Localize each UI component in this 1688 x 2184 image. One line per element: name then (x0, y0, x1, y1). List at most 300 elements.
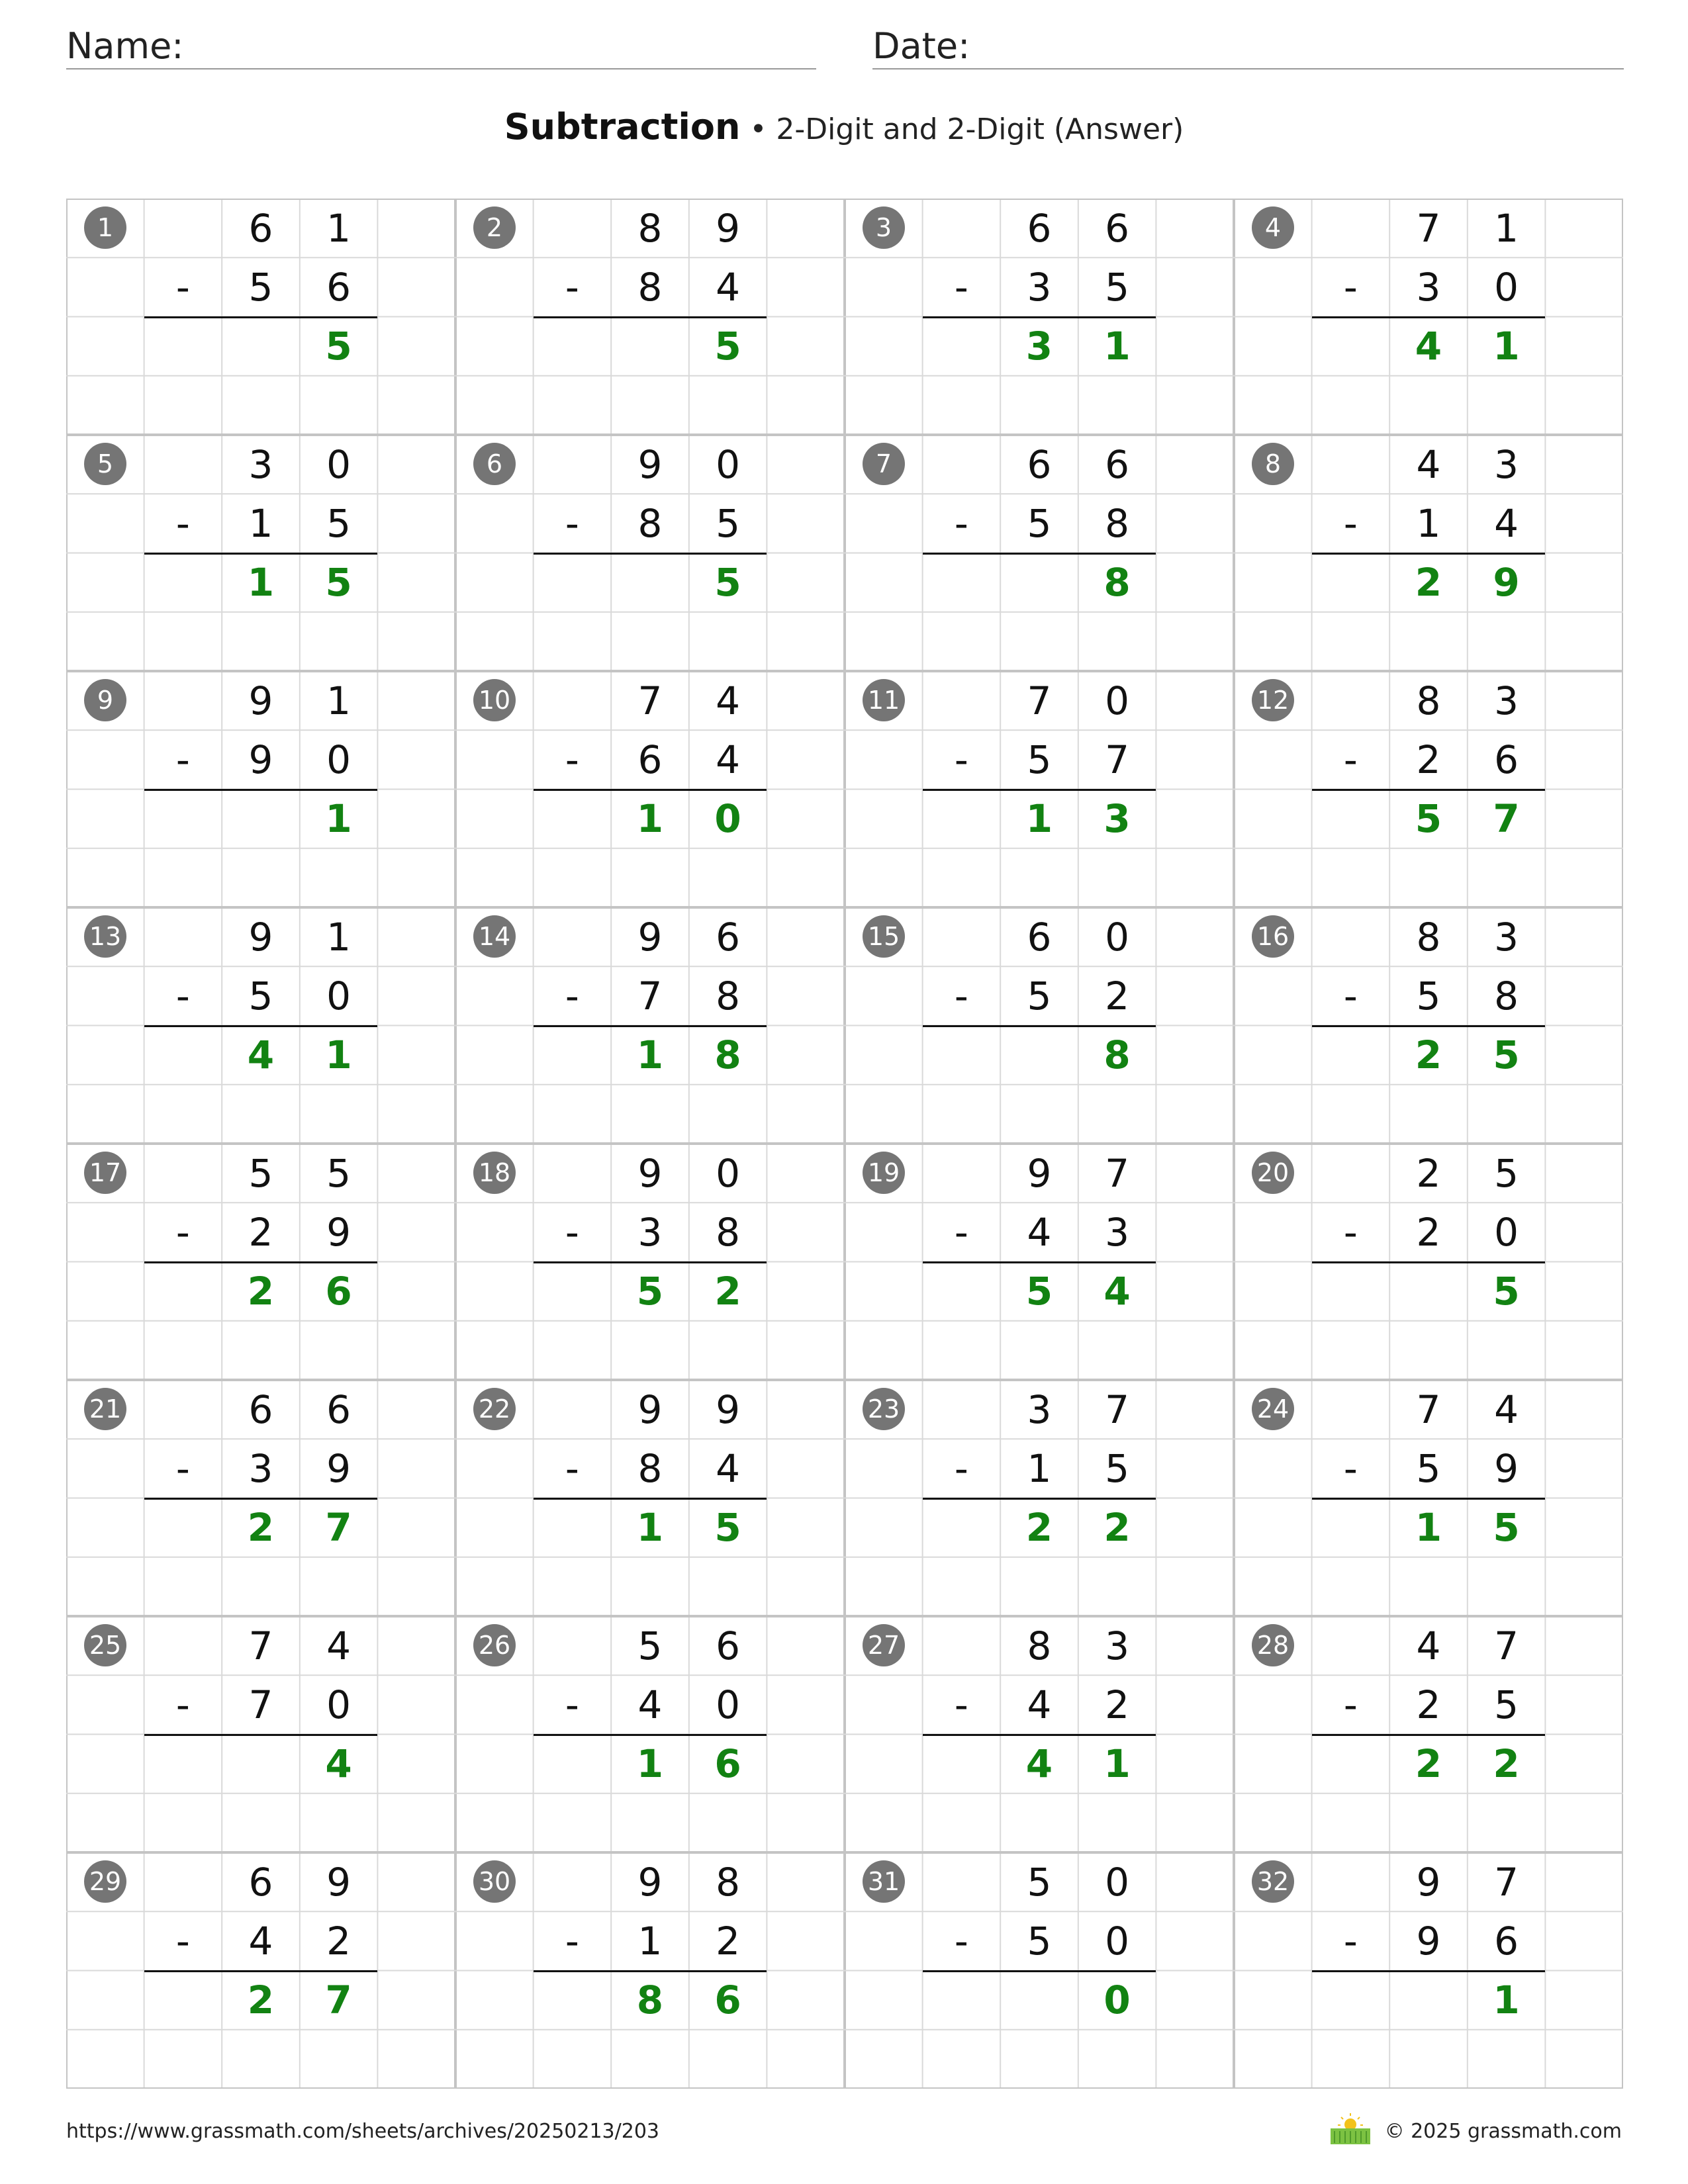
answer-ones-cell (300, 1735, 378, 1794)
problem-number-badge: 28 (1252, 1624, 1294, 1666)
answer-tens: 4 (247, 1032, 275, 1078)
minus-sign: - (1343, 1445, 1358, 1491)
subtrahend-tens: 5 (1027, 1918, 1052, 1964)
subtrahend-ones: 0 (1105, 1918, 1130, 1964)
answer-ones-cell (689, 317, 767, 376)
answer-rule-line (144, 1025, 378, 1027)
answer-rule-line (534, 1498, 767, 1500)
minuend-tens: 7 (1027, 678, 1052, 723)
answer-tens: 1 (247, 560, 275, 606)
minuend-tens: 9 (637, 914, 663, 960)
minus-sign-cell (534, 1911, 612, 1970)
answer-tens: 2 (247, 1978, 275, 2023)
answer-tens: 1 (636, 796, 664, 842)
answer-rule-line (144, 1734, 378, 1736)
problem-number-badge: 12 (1252, 679, 1294, 721)
minuend-tens-cell (611, 1852, 689, 1911)
answer-tens: 5 (1025, 1269, 1053, 1314)
minus-sign-cell (534, 1203, 612, 1261)
subtrahend-tens-cell (611, 1203, 689, 1261)
minuend-tens: 8 (1416, 678, 1441, 723)
subtrahend-ones-cell (1078, 730, 1156, 789)
worksheet-title (0, 106, 1688, 148)
subtrahend-ones: 0 (1494, 1209, 1519, 1255)
minuend-ones-cell (300, 1852, 378, 1911)
answer-ones: 1 (1103, 1741, 1131, 1787)
minuend-tens: 5 (248, 1150, 273, 1196)
answer-ones: 5 (1493, 1505, 1520, 1551)
answer-tens-cell (222, 1026, 300, 1085)
subtrahend-ones: 0 (1494, 264, 1519, 310)
minuend-ones: 6 (1105, 205, 1130, 251)
answer-tens-cell (1389, 553, 1468, 612)
answer-ones-cell (1468, 1026, 1546, 1085)
answer-tens-cell (1000, 1735, 1078, 1794)
answer-tens-cell (1000, 1971, 1078, 2030)
subtrahend-tens-cell (222, 494, 300, 553)
subtrahend-ones-cell (1468, 257, 1546, 316)
problem-number-badge: 23 (863, 1388, 905, 1430)
answer-tens: 8 (636, 1978, 664, 2023)
minus-sign: - (954, 1918, 968, 1964)
minuend-tens-cell (222, 435, 300, 494)
minus-sign-cell (923, 494, 1001, 553)
subtrahend-ones: 5 (1105, 1445, 1130, 1491)
subtrahend-tens: 5 (1027, 500, 1052, 546)
minus-sign-cell (144, 1911, 222, 1970)
subtrahend-ones: 8 (716, 973, 741, 1019)
minus-sign-cell (923, 966, 1001, 1025)
problem-number-badge: 11 (863, 679, 905, 721)
answer-ones: 6 (714, 1741, 741, 1787)
problem-number-badge: 18 (473, 1152, 516, 1194)
minuend-ones: 6 (326, 1387, 352, 1432)
answer-ones-cell (300, 553, 378, 612)
minuend-tens-cell (222, 671, 300, 730)
minuend-ones: 4 (716, 678, 741, 723)
minuend-ones-cell (1468, 1852, 1546, 1911)
answer-tens-cell (1389, 790, 1468, 848)
answer-tens: 2 (1415, 1032, 1442, 1078)
minuend-ones: 1 (326, 914, 352, 960)
answer-tens-cell (1000, 790, 1078, 848)
problem-number-badge: 2 (473, 206, 516, 249)
answer-tens-cell (1389, 1735, 1468, 1794)
subtrahend-tens: 8 (637, 264, 663, 310)
answer-ones-cell (1468, 1498, 1546, 1557)
subtrahend-ones: 7 (1105, 737, 1130, 782)
answer-rule-line (923, 1025, 1156, 1027)
minuend-tens-cell (1000, 1852, 1078, 1911)
answer-tens-cell (222, 317, 300, 376)
minuend-ones: 8 (716, 1859, 741, 1905)
minuend-tens: 8 (637, 205, 663, 251)
minuend-ones-cell (1468, 435, 1546, 494)
subtrahend-ones-cell (689, 1203, 767, 1261)
answer-ones: 1 (325, 796, 352, 842)
minuend-ones: 6 (716, 1623, 741, 1668)
minuend-ones: 5 (326, 1150, 352, 1196)
minuend-tens-cell (222, 199, 300, 257)
subtrahend-tens-cell (611, 1911, 689, 1970)
answer-tens: 1 (1415, 1505, 1442, 1551)
answer-ones: 2 (1103, 1505, 1131, 1551)
subtrahend-ones-cell (1468, 730, 1546, 789)
minus-sign-cell (144, 257, 222, 316)
minuend-tens-cell (1389, 199, 1468, 257)
subtrahend-tens: 5 (1416, 1445, 1441, 1491)
subtrahend-tens-cell (1389, 1203, 1468, 1261)
minuend-ones-cell (689, 1144, 767, 1203)
subtrahend-tens-cell (611, 494, 689, 553)
subtrahend-ones-cell (1078, 494, 1156, 553)
answer-ones: 1 (325, 1032, 352, 1078)
problem-number-badge: 10 (473, 679, 516, 721)
answer-ones: 5 (325, 324, 352, 369)
minus-sign-cell (144, 1203, 222, 1261)
minuend-ones: 0 (716, 441, 741, 487)
subtrahend-ones: 2 (716, 1918, 741, 1964)
minuend-ones-cell (300, 1616, 378, 1675)
minuend-ones: 0 (1105, 1859, 1130, 1905)
minus-sign-cell (1312, 966, 1390, 1025)
answer-tens-cell (222, 790, 300, 848)
subtrahend-ones-cell (300, 966, 378, 1025)
answer-ones: 8 (1103, 560, 1131, 606)
answer-ones: 5 (1493, 1032, 1520, 1078)
minus-sign-cell (1312, 730, 1390, 789)
minuend-ones: 9 (326, 1859, 352, 1905)
answer-rule-line (144, 553, 378, 555)
problem-number-badge: 29 (84, 1860, 126, 1903)
answer-rule-line (1312, 1734, 1546, 1736)
minus-sign: - (954, 500, 968, 546)
subtrahend-tens: 1 (248, 500, 273, 546)
subtrahend-tens: 8 (637, 500, 663, 546)
minus-sign: - (954, 1445, 968, 1491)
minuend-ones-cell (1468, 1380, 1546, 1439)
answer-rule-line (534, 553, 767, 555)
subtrahend-tens-cell (1389, 257, 1468, 316)
minuend-tens-cell (1000, 907, 1078, 966)
subtrahend-ones: 0 (716, 1682, 741, 1727)
date-label: Date: (872, 25, 970, 67)
minuend-tens: 6 (248, 1859, 273, 1905)
minuend-ones: 7 (1494, 1859, 1519, 1905)
minuend-tens: 7 (1416, 1387, 1441, 1432)
subtrahend-tens-cell (1389, 1911, 1468, 1970)
answer-ones-cell (1468, 790, 1546, 848)
minus-sign: - (1343, 1682, 1358, 1727)
minus-sign-cell (923, 1203, 1001, 1261)
subtrahend-ones-cell (1468, 1439, 1546, 1498)
subtrahend-tens: 5 (248, 264, 273, 310)
subtrahend-tens: 7 (248, 1682, 273, 1727)
subtrahend-tens-cell (1389, 730, 1468, 789)
subtrahend-tens-cell (1389, 1675, 1468, 1734)
subtrahend-ones-cell (300, 1675, 378, 1734)
minuend-tens: 8 (1027, 1623, 1052, 1668)
problem-number-badge: 32 (1252, 1860, 1294, 1903)
minus-sign-cell (923, 1439, 1001, 1498)
subtrahend-ones: 5 (1105, 264, 1130, 310)
minuend-tens: 5 (1027, 1859, 1052, 1905)
minus-sign-cell (144, 1439, 222, 1498)
answer-tens-cell (1000, 317, 1078, 376)
problem-number-badge: 6 (473, 443, 516, 485)
subtrahend-ones: 3 (1105, 1209, 1130, 1255)
subtrahend-ones: 0 (326, 737, 352, 782)
subtrahend-ones: 2 (326, 1918, 352, 1964)
answer-ones-cell (300, 1971, 378, 2030)
answer-tens-cell (222, 553, 300, 612)
subtrahend-tens-cell (611, 730, 689, 789)
subtrahend-tens: 6 (637, 737, 663, 782)
subtrahend-ones-cell (1078, 1203, 1156, 1261)
subtrahend-ones-cell (1078, 1675, 1156, 1734)
subtrahend-ones: 0 (326, 973, 352, 1019)
subtrahend-ones-cell (1468, 1675, 1546, 1734)
answer-tens-cell (222, 1262, 300, 1321)
answer-ones: 7 (325, 1978, 352, 2023)
minus-sign-cell (534, 1439, 612, 1498)
subtrahend-ones-cell (1078, 257, 1156, 316)
minuend-tens: 3 (1027, 1387, 1052, 1432)
answer-tens-cell (1000, 1262, 1078, 1321)
answer-tens-cell (611, 1026, 689, 1085)
subtrahend-ones-cell (689, 257, 767, 316)
minuend-ones: 4 (326, 1623, 352, 1668)
answer-rule-line (923, 789, 1156, 791)
answer-rule-line (534, 316, 767, 318)
minuend-ones: 7 (1105, 1387, 1130, 1432)
answer-ones: 8 (714, 1032, 741, 1078)
minus-sign-cell (923, 257, 1001, 316)
answer-ones-cell (300, 1498, 378, 1557)
minus-sign: - (175, 1445, 190, 1491)
minus-sign: - (175, 500, 190, 546)
minus-sign: - (1343, 264, 1358, 310)
subtrahend-tens-cell (1000, 1203, 1078, 1261)
minus-sign-cell (923, 1675, 1001, 1734)
problem-number-badge: 19 (863, 1152, 905, 1194)
answer-ones-cell (1468, 1735, 1546, 1794)
minuend-ones-cell (300, 1380, 378, 1439)
minuend-ones-cell (689, 671, 767, 730)
subtrahend-tens-cell (1000, 730, 1078, 789)
minuend-ones: 7 (1105, 1150, 1130, 1196)
answer-rule-line (923, 1498, 1156, 1500)
answer-tens-cell (611, 317, 689, 376)
subtrahend-ones-cell (689, 730, 767, 789)
minuend-tens-cell (1389, 907, 1468, 966)
answer-tens-cell (222, 1498, 300, 1557)
minuend-tens: 6 (248, 205, 273, 251)
answer-rule-line (1312, 1970, 1546, 1972)
minuend-tens-cell (1000, 199, 1078, 257)
minuend-ones: 0 (1105, 914, 1130, 960)
answer-ones: 7 (325, 1505, 352, 1551)
subtrahend-ones-cell (300, 1911, 378, 1970)
minuend-tens: 7 (637, 678, 663, 723)
answer-rule-line (534, 1261, 767, 1263)
problem-number-badge: 15 (863, 915, 905, 958)
minuend-ones-cell (1078, 1852, 1156, 1911)
minus-sign: - (565, 737, 579, 782)
answer-ones: 4 (1103, 1269, 1131, 1314)
answer-tens: 5 (636, 1269, 664, 1314)
subtrahend-ones: 5 (716, 500, 741, 546)
answer-ones-cell (689, 1971, 767, 2030)
subtrahend-ones-cell (300, 730, 378, 789)
answer-tens: 4 (1025, 1741, 1053, 1787)
answer-ones: 9 (1493, 560, 1520, 606)
answer-tens-cell (1000, 553, 1078, 612)
subtrahend-tens: 2 (1416, 737, 1441, 782)
minus-sign-cell (1312, 257, 1390, 316)
minus-sign-cell (144, 730, 222, 789)
footer-url: https://www.grassmath.com/sheets/archives/20250213/203 (66, 2120, 660, 2143)
minus-sign: - (1343, 1209, 1358, 1255)
subtrahend-tens: 9 (248, 737, 273, 782)
subtrahend-ones-cell (1468, 1203, 1546, 1261)
answer-tens: 3 (1025, 324, 1053, 369)
subtrahend-tens: 5 (248, 973, 273, 1019)
subtrahend-ones: 8 (1494, 973, 1519, 1019)
footer-copyright: © 2025 grassmath.com (1384, 2120, 1622, 2143)
answer-tens: 2 (1025, 1505, 1053, 1551)
answer-ones: 5 (714, 324, 741, 369)
minus-sign-cell (534, 730, 612, 789)
minus-sign-cell (534, 966, 612, 1025)
subtrahend-tens-cell (1389, 494, 1468, 553)
answer-ones-cell (300, 790, 378, 848)
minuend-ones: 4 (1494, 1387, 1519, 1432)
subtrahend-ones: 9 (326, 1209, 352, 1255)
answer-ones: 1 (1103, 324, 1131, 369)
minus-sign-cell (144, 494, 222, 553)
minuend-ones: 5 (1494, 1150, 1519, 1196)
minuend-ones-cell (1468, 199, 1546, 257)
minus-sign-cell (923, 730, 1001, 789)
problem-number-badge: 4 (1252, 206, 1294, 249)
answer-tens-cell (611, 1735, 689, 1794)
minus-sign: - (175, 1682, 190, 1727)
subtrahend-ones: 8 (716, 1209, 741, 1255)
minuend-tens: 9 (637, 441, 663, 487)
answer-ones: 4 (325, 1741, 352, 1787)
minuend-tens-cell (611, 907, 689, 966)
name-label: Name: (66, 25, 184, 67)
subtrahend-ones: 9 (326, 1445, 352, 1491)
subtrahend-ones: 6 (1494, 737, 1519, 782)
problem-number-badge: 25 (84, 1624, 126, 1666)
answer-ones-cell (1468, 1262, 1546, 1321)
minuend-ones-cell (300, 671, 378, 730)
minuend-tens: 9 (248, 914, 273, 960)
answer-ones-cell (1078, 1262, 1156, 1321)
answer-tens: 2 (247, 1505, 275, 1551)
sun-over-grass-icon (1328, 2111, 1373, 2146)
answer-rule-line (923, 1734, 1156, 1736)
minuend-tens: 9 (637, 1150, 663, 1196)
problem-number-badge: 24 (1252, 1388, 1294, 1430)
subtrahend-ones-cell (300, 1203, 378, 1261)
minuend-tens-cell (222, 1616, 300, 1675)
subtrahend-ones-cell (300, 494, 378, 553)
answer-ones-cell (1078, 1735, 1156, 1794)
title-subtitle: • 2-Digit and 2-Digit (Answer) (740, 113, 1184, 146)
answer-ones-cell (300, 1262, 378, 1321)
answer-rule-line (923, 1261, 1156, 1263)
minuend-ones-cell (1078, 1144, 1156, 1203)
answer-ones: 1 (1493, 1978, 1520, 2023)
answer-tens: 2 (247, 1269, 275, 1314)
minus-sign: - (175, 1918, 190, 1964)
minuend-tens: 6 (1027, 441, 1052, 487)
minus-sign: - (1343, 1918, 1358, 1964)
subtrahend-ones-cell (1468, 494, 1546, 553)
minus-sign-cell (1312, 1911, 1390, 1970)
minuend-ones-cell (689, 1380, 767, 1439)
answer-tens-cell (611, 553, 689, 612)
answer-ones-cell (1078, 317, 1156, 376)
minuend-ones-cell (1468, 671, 1546, 730)
problem-number-badge: 21 (84, 1388, 126, 1430)
minuend-tens-cell (1389, 1380, 1468, 1439)
answer-ones: 0 (1103, 1978, 1131, 2023)
subtrahend-ones: 4 (716, 1445, 741, 1491)
answer-tens-cell (222, 1735, 300, 1794)
answer-rule-line (534, 789, 767, 791)
answer-rule-line (1312, 316, 1546, 318)
minuend-tens-cell (1000, 435, 1078, 494)
subtrahend-tens-cell (1389, 1439, 1468, 1498)
answer-ones-cell (689, 1262, 767, 1321)
answer-ones: 3 (1103, 796, 1131, 842)
answer-rule-line (534, 1734, 767, 1736)
answer-rule-line (1312, 553, 1546, 555)
answer-rule-line (144, 316, 378, 318)
problem-number-badge: 7 (863, 443, 905, 485)
answer-rule-line (144, 1970, 378, 1972)
minuend-ones: 6 (716, 914, 741, 960)
answer-tens: 2 (1415, 1741, 1442, 1787)
subtrahend-tens: 1 (1416, 500, 1441, 546)
answer-rule-line (1312, 1261, 1546, 1263)
minuend-ones-cell (1468, 1616, 1546, 1675)
minuend-tens: 9 (1027, 1150, 1052, 1196)
subtrahend-tens: 2 (1416, 1682, 1441, 1727)
subtrahend-tens-cell (1000, 1439, 1078, 1498)
subtrahend-ones: 5 (1494, 1682, 1519, 1727)
minus-sign: - (175, 264, 190, 310)
minuend-ones-cell (1468, 907, 1546, 966)
title-main: Subtraction (504, 106, 741, 148)
minuend-tens-cell (611, 671, 689, 730)
subtrahend-tens-cell (611, 966, 689, 1025)
subtrahend-tens-cell (611, 257, 689, 316)
answer-ones-cell (1078, 553, 1156, 612)
subtrahend-tens-cell (611, 1439, 689, 1498)
subtrahend-tens: 4 (248, 1918, 273, 1964)
answer-ones: 2 (1493, 1741, 1520, 1787)
subtrahend-tens-cell (1000, 1911, 1078, 1970)
subtrahend-ones: 5 (326, 500, 352, 546)
subtrahend-ones-cell (689, 1439, 767, 1498)
answer-rule-line (144, 1261, 378, 1263)
minus-sign-cell (923, 1911, 1001, 1970)
